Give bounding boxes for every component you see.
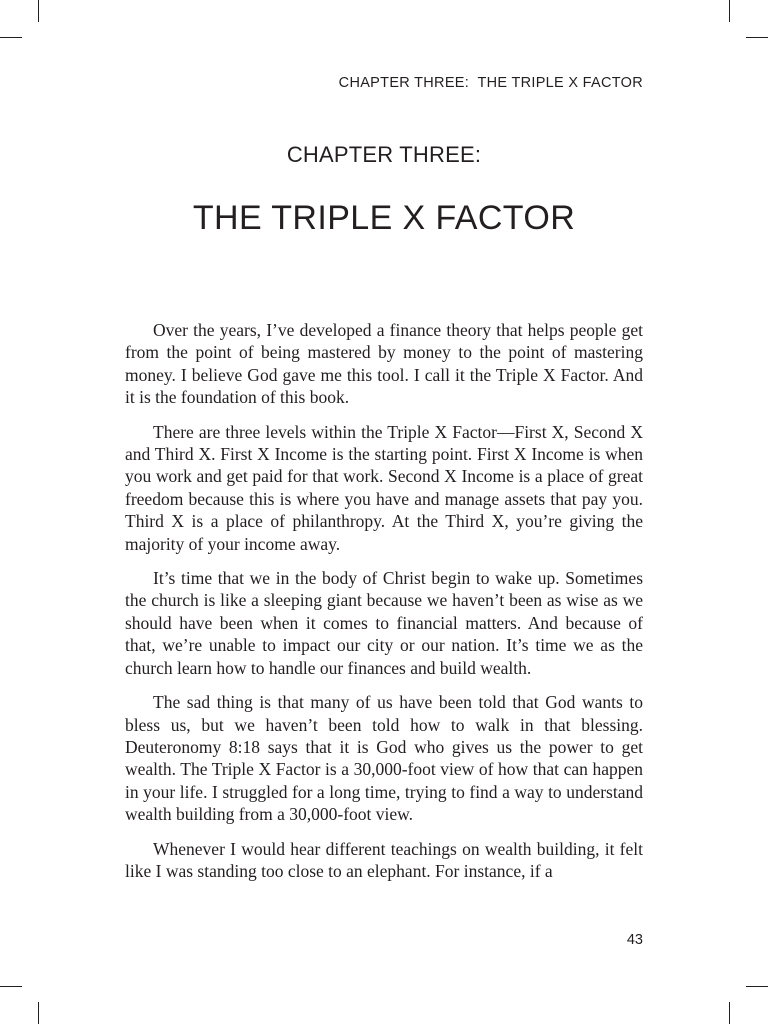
body-text [125, 319, 643, 882]
paragraph: It’s time that we in the body of Christ begin to wake up. Sometimes the church is like a sleeping giant because we haven’t been as wise as we should have been when it comes to financial matters. And because of that, we’re unable to impact our city or our nation. It’s time we as the church learn how to handle our finances and build wealth. [125, 568, 643, 678]
crop-mark-bottom-left-vertical [38, 1002, 39, 1024]
crop-mark-bottom-right-vertical [729, 1002, 730, 1024]
paragraph: The sad thing is that many of us have been told that God wants to bless us, but we haven’t been told how to walk in that blessing. Deuteronomy 8:18 says that it is God who gives us the power to get wealth. The Triple X Factor is a 30,000-foot view of how that can happen in your life. I struggled for a long time, trying to find a way to understand wealth building from a 30,000-foot view. [125, 692, 643, 825]
crop-mark-top-right-horizontal [746, 37, 768, 38]
chapter-label: CHAPTER THREE: [286, 142, 482, 167]
running-head: CHAPTER THREE: THE TRIPLE X FACTOR [338, 75, 643, 91]
crop-mark-top-left-horizontal [0, 37, 22, 38]
paragraph: There are three levels within the Triple X Factor—First X, Second X and Third X. First X Income is the starting point. First X Income is when you work and get paid for that work. Second X Income is a place of great freedom because this is where you have and manage assets that pay you. Third X is a place of philanthropy. At the Third X, you’re giving the majority of your income away. [125, 421, 643, 554]
paragraph: Over the years, I’ve developed a finance theory that helps people get from the point of being mastered by money to the point of mastering money. I believe God gave me this tool. I call it the Triple X Factor. And it is the foundation of this book. [125, 320, 643, 408]
paragraph: Whenever I would hear different teachings on wealth building, it felt like I was standing too close to an elephant. For instance, if a [125, 838, 643, 881]
crop-mark-bottom-right-horizontal [746, 986, 768, 987]
crop-mark-top-left-vertical [38, 0, 39, 22]
page-number: 43 [626, 932, 643, 948]
crop-mark-top-right-vertical [729, 0, 730, 22]
chapter-title: THE TRIPLE X FACTOR [192, 199, 576, 237]
crop-mark-bottom-left-horizontal [0, 986, 22, 987]
